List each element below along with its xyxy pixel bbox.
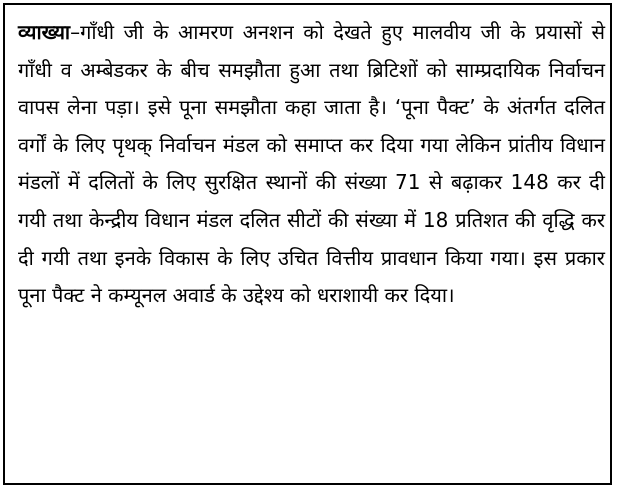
lead-term: व्याख्या: [18, 20, 71, 44]
lead-dash: –: [70, 20, 81, 44]
passage-body: गाँधी जी के आमरण अनशन को देखते हुए मालवीय जी के प्रयासों से गाँधी व अम्बेडकर के बीच समझौता हुआ तथा ब्रिटिशों को साम्प्रदायिक निर्वाचन वापस लेना पड़ा। इसे पूना समझौता कहा जाता है। ‘पूना पैक्ट’ के अंतर्गत दलित वर्गों के लिए पृथक् निर्वाचन मंडल को समाप्त कर दिया गया लेकिन प्रांतीय विधान मंडलों में दलितों के लिए सुरक्षित स्थानों की संख्या 71 से बढ़ाकर 148 कर दी गयी तथा केन्द्रीय विधान मंडल दलित सीटों की संख्या में 18 प्रतिशत की वृद्धि कर दी गयी तथा इनके विकास के लिए उचित वित्तीय प्रावधान किया गया। इस प्रकार पूना पैक्ट ने कम्यूनल अवार्ड के उद्देश्य को धराशायी कर दिया।: [18, 20, 605, 308]
explanation-paragraph: [18, 14, 605, 315]
passage-frame: [3, 3, 612, 485]
